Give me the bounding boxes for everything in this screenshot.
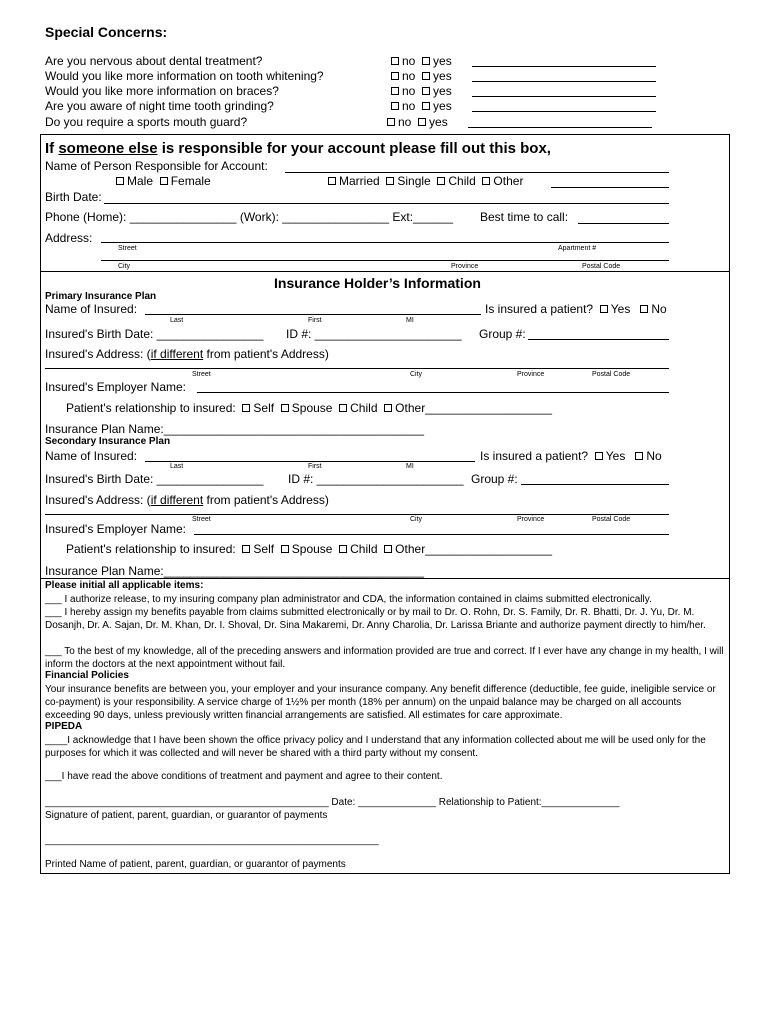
primary-group-field[interactable] xyxy=(528,339,669,340)
responsible-name-field[interactable] xyxy=(285,172,669,173)
consent-item-authorize: ___ I authorize release, to my insuring company plan administrator and CDA, the information contained in claims submitted electronically. xyxy=(45,594,652,605)
secondary-name-label: Name of Insured: xyxy=(45,449,138,463)
secondary-birth-date[interactable]: Insured's Birth Date: ________________ xyxy=(45,472,264,486)
yes-checkbox[interactable] xyxy=(422,102,430,110)
postal-caption: Postal Code xyxy=(592,516,631,523)
option-row-3: no yes xyxy=(391,84,452,98)
province-caption: Province xyxy=(517,371,545,378)
yes-checkbox[interactable] xyxy=(595,452,603,460)
postal-caption: Postal Code xyxy=(582,263,621,270)
child-checkbox[interactable] xyxy=(437,177,445,185)
street-caption: Street xyxy=(192,516,211,523)
secondary-address-label: Insured's Address: (if different from patient's Address) xyxy=(45,493,329,507)
primary-plan-label: Primary Insurance Plan xyxy=(45,291,157,302)
signature-caption: Signature of patient, parent, guardian, or guarantor of payments xyxy=(45,810,328,821)
province-caption: Province xyxy=(517,516,545,523)
printed-name-line[interactable]: ____________________________________________________________ xyxy=(45,835,379,846)
child-checkbox[interactable] xyxy=(339,404,347,412)
initial-items-title: Please initial all applicable items: xyxy=(45,580,204,591)
street-caption: Street xyxy=(118,245,137,252)
secondary-group-label: Group #: xyxy=(471,472,518,486)
no-checkbox[interactable] xyxy=(391,57,399,65)
address-street-field[interactable] xyxy=(101,242,669,243)
mi-caption: MI xyxy=(406,463,414,470)
address-city-field[interactable] xyxy=(101,260,669,261)
special-concerns-title: Special Concerns: xyxy=(45,24,168,40)
pipeda-text: ____I acknowledge that I have been shown the office privacy policy and I understand that any information collected about me will be used only for the purposes for which it was collected and will never be shared with a third party without my consent. xyxy=(45,735,706,759)
yes-checkbox[interactable] xyxy=(418,118,426,126)
consent-item-truth: ___ To the best of my knowledge, all of the preceding answers and information provided are true and correct. If I ever have any change in my health, I will inform the doctors at the next appointment without fail. xyxy=(45,646,724,670)
other-checkbox[interactable] xyxy=(384,545,392,553)
no-checkbox[interactable] xyxy=(640,305,648,313)
self-checkbox[interactable] xyxy=(242,404,250,412)
secondary-name-field[interactable] xyxy=(145,461,475,462)
secondary-id-field[interactable]: ID #: ______________________ xyxy=(288,472,464,486)
option-row-4: no yes xyxy=(391,99,452,113)
pipeda-title: PIPEDA xyxy=(45,721,83,732)
yes-checkbox[interactable] xyxy=(422,57,430,65)
section-divider-consent xyxy=(40,578,729,579)
no-checkbox[interactable] xyxy=(391,72,399,80)
question-mouthguard: Do you require a sports mouth guard? xyxy=(45,115,248,129)
secondary-plan-name[interactable]: Insurance Plan Name:_______________________________________ xyxy=(45,564,425,578)
financial-policies-text: Your insurance benefits are between you, your employer and your insurance company. Any benefit difference (deductible, fee guide, ineligible service or co-payment) is your responsibility. A service charge of 1½% per month (18% per annum) on the unpaid balance may be charged on all accounts exceeding 90 days, unless previously written financial arrangements are satisfied. All estimates for care approximate. xyxy=(45,684,716,721)
option-row-5: no yes xyxy=(387,115,448,129)
city-caption: City xyxy=(118,263,131,270)
option-row-2: no yes xyxy=(391,69,452,83)
mi-caption: MI xyxy=(406,317,414,324)
primary-is-patient: Is insured a patient? Yes No xyxy=(485,302,667,316)
primary-name-label: Name of Insured: xyxy=(45,302,138,316)
address-label: Address: xyxy=(45,231,93,245)
signature-date-relationship-line[interactable]: ___________________________________________________ Date: ______________ Relationship to Patient:______________ xyxy=(45,797,620,808)
no-checkbox[interactable] xyxy=(387,118,395,126)
street-caption: Street xyxy=(192,371,211,378)
section-divider-insurance xyxy=(40,271,729,272)
primary-name-field[interactable] xyxy=(145,314,481,315)
female-checkbox[interactable] xyxy=(160,177,168,185)
primary-plan-name[interactable]: Insurance Plan Name:_______________________________________ xyxy=(45,422,425,436)
other-checkbox[interactable] xyxy=(384,404,392,412)
primary-employer-label: Insured's Employer Name: xyxy=(45,380,187,394)
answer-line-1[interactable] xyxy=(472,66,656,67)
last-caption: Last xyxy=(170,317,184,324)
secondary-address-field[interactable] xyxy=(45,514,669,515)
frame-right xyxy=(729,134,730,873)
other-field[interactable] xyxy=(551,187,669,188)
secondary-group-field[interactable] xyxy=(521,484,669,485)
primary-address-field[interactable] xyxy=(45,368,669,369)
question-whitening: Would you like more information on tooth whitening? xyxy=(45,69,324,83)
primary-birth-date[interactable]: Insured's Birth Date: ________________ xyxy=(45,327,264,341)
other-checkbox[interactable] xyxy=(482,177,490,185)
first-caption: First xyxy=(308,463,322,470)
primary-address-label: Insured's Address: (if different from patient's Address) xyxy=(45,347,329,361)
frame-left xyxy=(40,134,41,873)
secondary-relationship: Patient's relationship to insured: Self Spouse Child Other___________________ xyxy=(66,542,552,556)
phone-fields[interactable]: Phone (Home): ________________ (Work): ________________ Ext:______ xyxy=(45,210,454,224)
no-checkbox[interactable] xyxy=(391,102,399,110)
frame-top xyxy=(40,134,729,135)
insurance-title: Insurance Holder’s Information xyxy=(274,275,481,291)
spouse-checkbox[interactable] xyxy=(281,545,289,553)
married-checkbox[interactable] xyxy=(328,177,336,185)
responsible-heading: If someone else is responsible for your account please fill out this box, xyxy=(45,140,551,157)
printed-name-caption: Printed Name of patient, parent, guardian, or guarantor of payments xyxy=(45,859,346,870)
frame-bottom xyxy=(40,873,730,874)
primary-relationship: Patient's relationship to insured: Self Spouse Child Other___________________ xyxy=(66,401,552,415)
question-nervous: Are you nervous about dental treatment? xyxy=(45,54,263,68)
child-checkbox[interactable] xyxy=(339,545,347,553)
city-caption: City xyxy=(410,371,423,378)
secondary-is-patient: Is insured a patient? Yes No xyxy=(480,449,662,463)
self-checkbox[interactable] xyxy=(242,545,250,553)
birth-date-field[interactable] xyxy=(104,203,669,204)
birth-date-label: Birth Date: xyxy=(45,190,102,204)
secondary-plan-label: Secondary Insurance Plan xyxy=(45,436,171,447)
male-checkbox[interactable] xyxy=(116,177,124,185)
first-caption: First xyxy=(308,317,322,324)
financial-policies-title: Financial Policies xyxy=(45,670,129,681)
yes-checkbox[interactable] xyxy=(422,72,430,80)
answer-line-5[interactable] xyxy=(468,127,652,128)
no-checkbox[interactable] xyxy=(635,452,643,460)
consent-item-assign: ___ I hereby assign my benefits payable from claims submitted electronically or by mail to Dr. O. Rohn, Dr. S. Family, Dr. R. Bhatti, Dr. J. Yu, Dr. M. Dosanjh, Dr. A. Sajan, Dr. M. Khan, Dr. I. Shoval, Dr. Sina Makaremi, Dr. Anny Charolia, Dr. Larissa Briante and authorize payment directly to him/her. xyxy=(45,607,706,631)
gender-options: Male Female xyxy=(116,174,211,188)
spouse-checkbox[interactable] xyxy=(281,404,289,412)
best-time-field[interactable] xyxy=(578,223,669,224)
secondary-employer-field[interactable] xyxy=(194,534,669,535)
relation-options: Married Single Child Other xyxy=(328,174,523,188)
best-time-label: Best time to call: xyxy=(480,210,569,224)
answer-line-3[interactable] xyxy=(472,96,656,97)
city-caption: City xyxy=(410,516,423,523)
agreement-line[interactable]: ___I have read the above conditions of treatment and payment and agree to their content. xyxy=(45,771,443,782)
single-checkbox[interactable] xyxy=(386,177,394,185)
responsible-name-label: Name of Person Responsible for Account: xyxy=(45,159,268,173)
option-row-1: no yes xyxy=(391,54,452,68)
last-caption: Last xyxy=(170,463,184,470)
province-caption: Province xyxy=(451,263,479,270)
answer-line-2[interactable] xyxy=(472,81,656,82)
secondary-employer-label: Insured's Employer Name: xyxy=(45,522,187,536)
yes-checkbox[interactable] xyxy=(600,305,608,313)
answer-line-4[interactable] xyxy=(472,111,656,112)
question-braces: Would you like more information on braces? xyxy=(45,84,279,98)
no-checkbox[interactable] xyxy=(391,87,399,95)
primary-group-label: Group #: xyxy=(479,327,526,341)
yes-checkbox[interactable] xyxy=(422,87,430,95)
apartment-caption: Apartment # xyxy=(558,245,597,252)
primary-id-field[interactable]: ID #: ______________________ xyxy=(286,327,462,341)
question-grinding: Are you aware of night time tooth grinding? xyxy=(45,99,274,113)
primary-employer-field[interactable] xyxy=(197,392,669,393)
postal-caption: Postal Code xyxy=(592,371,631,378)
